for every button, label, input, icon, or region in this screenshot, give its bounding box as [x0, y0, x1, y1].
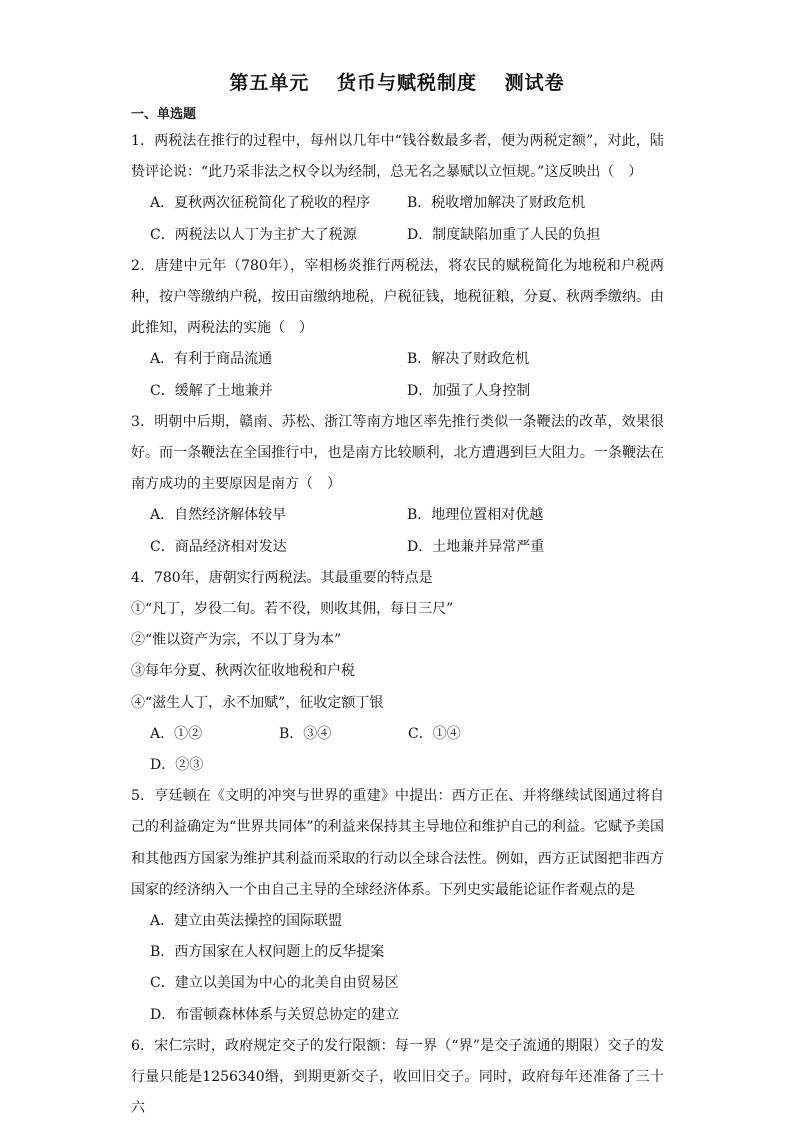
question-stem: 6．宋仁宗时，政府规定交子的发行限额：每一界（“界”是交子流通的期限）交子的发行量只能是1256340缗，到期更新交子，收回旧交子。同时，政府每年还准备了三十六 — [131, 1037, 664, 1117]
option-a: A．夏秋两次征税简化了税收的程序 — [150, 195, 371, 212]
option-c: C．①④ — [408, 725, 461, 742]
option-c: C．商品经济相对发达 — [150, 538, 287, 555]
option-c: C．两税法以人丁为主扩大了税源 — [150, 226, 357, 243]
option-group — [150, 344, 664, 406]
option-group — [150, 719, 664, 781]
title-unit: 第五单元 — [229, 72, 310, 94]
option-d: D．加强了人身控制 — [407, 382, 531, 399]
option-a: A．①② — [150, 725, 203, 742]
option-b: B．西方国家在人权问题上的反华提案 — [150, 944, 385, 961]
question-stem: 4．780年，唐朝实行两税法。其最重要的特点是 — [131, 569, 433, 586]
statement-item: ④“滋生人丁，永不加赋”，征收定额丁银 — [131, 694, 384, 711]
question-stem: 3．明朝中后期，赣南、苏松、浙江等南方地区率先推行类似一条鞭法的改革，效果很好。而一条鞭法在全国推行中，也是南方比较顺利，北方遭遇到巨大阻力。一条鞭法在南方成功的主要原因是南方（ ） — [131, 413, 664, 493]
option-b: B．税收增加解决了财政危机 — [407, 195, 586, 212]
option-c: C．建立以美国为中心的北美自由贸易区 — [150, 975, 399, 992]
question-stem: 5．亨廷顿在《文明的冲突与世界的重建》中提出：西方正在、并将继续试图通过将自己的利益确定为“世界共同体”的利益来保持其主导地位和维护自己的利益。它赋予美国和其他西方国家为维护其利益而采取的行动以全球合法性。例如，西方正试图把非西方国家的经济纳入一个由自己主导的全球经济体系。下列史实最能论证作者观点的是 — [131, 788, 664, 898]
option-b: B．③④ — [279, 725, 332, 742]
question-stem: 1．两税法在推行的过程中，每州以几年中“钱谷数最多者，便为两税定额”，对此，陆贽评论说：“此乃采非法之权令以为经制，总无名之暴赋以立恒规。”这反映出（ ） — [131, 133, 664, 181]
section-heading: 一、单选题 — [131, 107, 197, 122]
question-stem: 2．唐建中元年（780年），宰相杨炎推行两税法，将农民的赋税简化为地税和户税两种，按户等缴纳户税，按田亩缴纳地税，户税征钱，地税征粮，分夏、秋两季缴纳。由此推知，两税法的实施（ ） — [131, 257, 664, 337]
option-group — [150, 906, 664, 1031]
page-title — [0, 68, 794, 95]
option-group — [150, 500, 664, 562]
option-b: B．地理位置相对优越 — [407, 507, 544, 524]
title-test: 测试卷 — [504, 72, 565, 94]
option-d: D．制度缺陷加重了人民的负担 — [407, 226, 601, 243]
option-d: D．土地兼并异常严重 — [407, 538, 545, 555]
statement-item: ③每年分夏、秋两次征收地税和户税 — [131, 663, 355, 680]
option-group — [150, 188, 664, 250]
option-b: B．解决了财政危机 — [407, 351, 530, 368]
statement-item: ②“惟以资产为宗，不以丁身为本” — [131, 632, 342, 649]
option-d: D．②③ — [150, 757, 204, 774]
statement-item: ①“凡丁，岁役二旬。若不役，则收其佣，每日三尺” — [131, 601, 454, 618]
option-a: A．有利于商品流通 — [150, 351, 273, 368]
title-topic: 货币与赋税制度 — [336, 72, 477, 94]
option-c: C．缓解了土地兼并 — [150, 382, 273, 399]
option-a: A．建立由英法操控的国际联盟 — [150, 913, 343, 930]
option-a: A．自然经济解体较早 — [150, 507, 287, 524]
option-d: D．布雷顿森林体系与关贸总协定的建立 — [150, 1006, 400, 1023]
question-list — [131, 126, 664, 1125]
